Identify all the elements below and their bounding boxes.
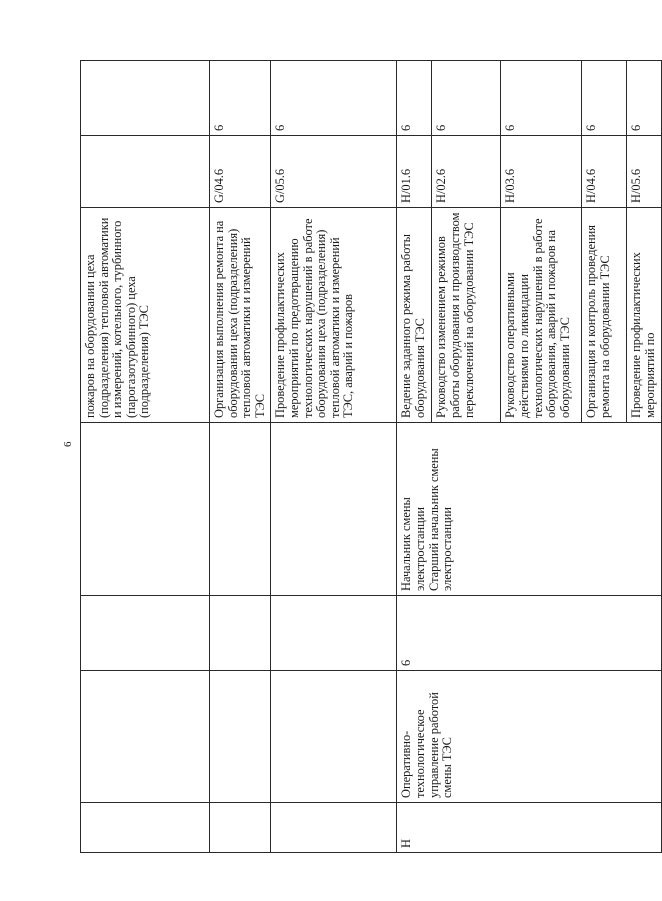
level-cell xyxy=(210,596,271,671)
level-cell: 6 xyxy=(397,596,661,671)
rotated-table-container xyxy=(80,61,657,853)
position-item: Начальник смены электростанции xyxy=(399,497,427,591)
table-row xyxy=(81,61,210,853)
function-level-cell: 6 xyxy=(271,61,397,136)
level-cell xyxy=(271,596,397,671)
function-code-cell: H/02.6 xyxy=(432,136,501,208)
table-row xyxy=(271,61,397,853)
function-code-cell: G/05.6 xyxy=(271,136,397,208)
function-code-cell xyxy=(81,136,210,208)
labor-function-cell: Руководство изменением режимов работы оборудования и производством переключений на оборудовании ТЭС xyxy=(432,208,501,423)
function-name-cell xyxy=(210,671,271,803)
code-letter-cell: H xyxy=(397,803,661,853)
page-number: 6 xyxy=(62,441,74,447)
function-code-cell: G/04.6 xyxy=(210,136,271,208)
function-level-cell: 6 xyxy=(627,61,661,136)
position-item: Старший начальник смены электростанции xyxy=(426,448,455,591)
function-name-cell xyxy=(271,671,397,803)
code-letter-cell xyxy=(81,803,210,853)
function-level-cell: 6 xyxy=(582,61,627,136)
function-level-cell: 6 xyxy=(210,61,271,136)
positions-cell xyxy=(271,423,397,596)
labor-function-cell: Ведение заданного режима работы оборудования ТЭС xyxy=(397,208,432,423)
labor-function-cell: Руководство оперативными действиями по ликвидации технологических нарушений в работе оборудования, аварий и пожаров на оборудовании ТЭС xyxy=(501,208,582,423)
positions-cell xyxy=(210,423,271,596)
function-name-cell: Оперативно-технологическое управление работой смены ТЭС xyxy=(397,671,661,803)
positions-cell xyxy=(397,423,661,596)
function-level-cell: 6 xyxy=(432,61,501,136)
function-level-cell xyxy=(81,61,210,136)
function-code-cell: H/05.6 xyxy=(627,136,661,208)
code-letter-cell xyxy=(210,803,271,853)
function-level-cell: 6 xyxy=(397,61,432,136)
code-letter-cell xyxy=(271,803,397,853)
table-row xyxy=(210,61,271,853)
function-code-cell: H/01.6 xyxy=(397,136,432,208)
function-code-cell: H/04.6 xyxy=(582,136,627,208)
labor-function-cell: Проведение профилактических мероприятий по предотвращению технологических нарушений в работе оборудования цеха (подразделения) тепловой автоматики и измерений ТЭС, аварий и пожаров xyxy=(271,208,397,423)
function-code-cell: H/03.6 xyxy=(501,136,582,208)
function-name-cell xyxy=(81,671,210,803)
positions-cell xyxy=(81,423,210,596)
table-row xyxy=(397,61,432,853)
labor-function-cell: Проведение профилактических мероприятий по xyxy=(627,208,661,423)
labor-function-cell: Организация выполнения ремонта на оборудовании цеха (подразделения) тепловой автоматики и измерений ТЭС xyxy=(210,208,271,423)
level-cell xyxy=(81,596,210,671)
labor-function-cell: пожаров на оборудовании цеха (подразделения) тепловой автоматики и измерений, котельного, турбинного (парогазотурбинного) цеха (подразделения) ТЭС xyxy=(81,208,210,423)
labor-function-cell: Организация и контроль проведения ремонта на оборудовании ТЭС xyxy=(582,208,627,423)
competency-table xyxy=(80,60,662,853)
function-level-cell: 6 xyxy=(501,61,582,136)
